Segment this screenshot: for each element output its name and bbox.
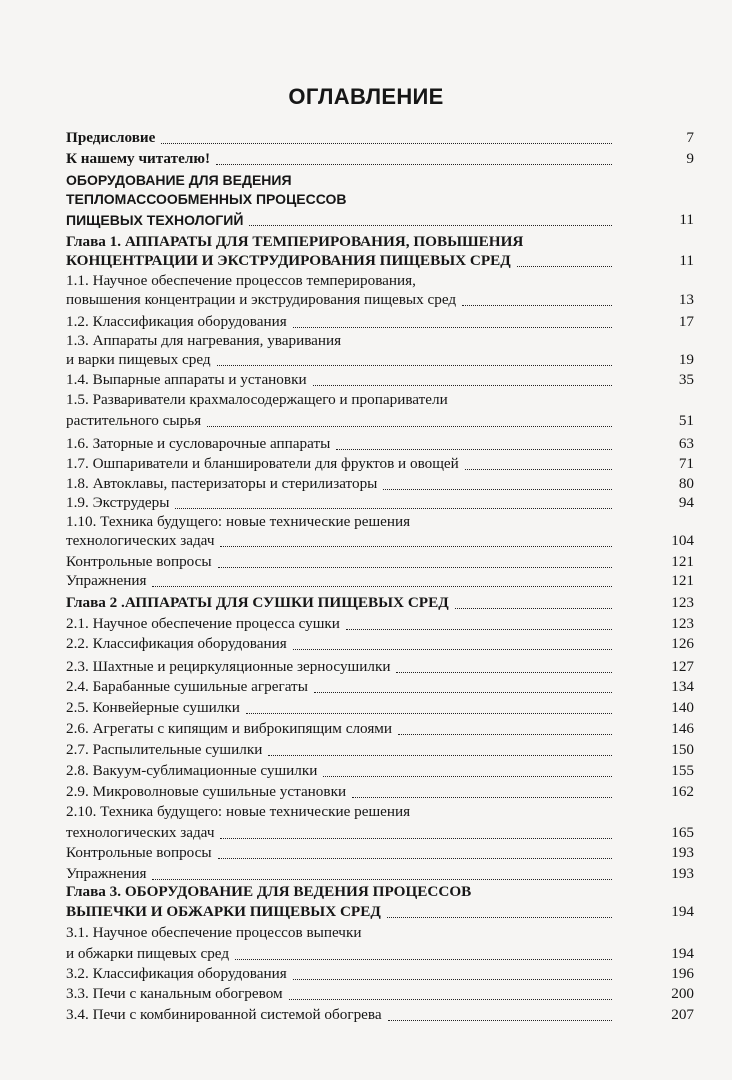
toc-entry-line: Контрольные вопросы	[66, 843, 612, 863]
toc-page-number: 194	[671, 903, 694, 920]
toc-page-number: 150	[671, 741, 694, 758]
toc-entry-line-continued: 1.5. Развариватели крахмалосодержащего и пропариватели	[66, 391, 448, 408]
toc-page-number: 200	[671, 985, 694, 1002]
toc-entry-line-continued: 1.1. Научное обеспечение процессов темперирования,	[66, 272, 416, 289]
toc-entry-line-continued: ТЕПЛОМАССООБМЕННЫХ ПРОЦЕССОВ	[66, 191, 347, 207]
toc-page-number: 155	[671, 762, 694, 779]
toc-entry-line: и варки пищевых сред	[66, 350, 612, 370]
toc-page-number: 123	[671, 594, 694, 611]
toc-page-number: 80	[678, 475, 694, 492]
toc-entry-line: 2.8. Вакуум-сублимационные сушилки	[66, 761, 612, 781]
toc-page-number: 94	[678, 494, 694, 511]
toc-page-number: 194	[671, 945, 694, 962]
toc-entry-line: Предисловие	[66, 128, 612, 148]
toc-entry-line: 3.4. Печи с комбинированной системой обогрева	[66, 1005, 612, 1025]
toc-page-number: 63	[678, 435, 694, 452]
toc-page-number: 146	[671, 720, 694, 737]
toc-entry-line: ПИЩЕВЫХ ТЕХНОЛОГИЙ	[66, 210, 612, 230]
toc-page-number: 11	[679, 252, 694, 269]
toc-entry-line: 3.3. Печи с канальным обогревом	[66, 984, 612, 1004]
toc-page-number: 121	[671, 572, 694, 589]
toc-page-number: 19	[678, 351, 694, 368]
toc-entry-line: ВЫПЕЧКИ И ОБЖАРКИ ПИЩЕВЫХ СРЕД	[66, 902, 612, 922]
toc-entry-line: 2.2. Классификация оборудования	[66, 634, 612, 654]
toc-entry-line: Упражнения	[66, 864, 612, 884]
toc-page-number: 51	[678, 412, 694, 429]
toc-entry-line-continued: 3.1. Научное обеспечение процессов выпечки	[66, 924, 362, 941]
toc-page-number: 9	[686, 150, 694, 167]
toc-page-number: 127	[671, 658, 694, 675]
toc-page-number: 7	[686, 129, 694, 146]
toc-entry-line: 3.2. Классификация оборудования	[66, 964, 612, 984]
toc-entry-line: 2.6. Агрегаты с кипящим и виброкипящим слоями	[66, 719, 612, 739]
toc-page-number: 134	[671, 678, 694, 695]
toc-entry-line: 1.7. Ошпариватели и бланширователи для фруктов и овощей	[66, 454, 612, 474]
toc-page-number: 196	[671, 965, 694, 982]
toc-entry-line: КОНЦЕНТРАЦИИ И ЭКСТРУДИРОВАНИЯ ПИЩЕВЫХ СРЕД	[66, 251, 612, 271]
toc-entry-line: Контрольные вопросы	[66, 552, 612, 572]
toc-entry-line: 1.2. Классификация оборудования	[66, 312, 612, 332]
toc-entry-line: 1.4. Выпарные аппараты и установки	[66, 370, 612, 390]
toc-page-number: 140	[671, 699, 694, 716]
toc-entry-line: повышения концентрации и экструдирования пищевых сред	[66, 290, 612, 310]
toc-page-number: 11	[679, 211, 694, 228]
toc-entry-line: 2.3. Шахтные и рециркуляционные зерносушилки	[66, 657, 612, 677]
toc-entry-line: Упражнения	[66, 571, 612, 591]
toc-page-number: 193	[671, 844, 694, 861]
toc-entry-line: и обжарки пищевых сред	[66, 944, 612, 964]
toc-entry-line: растительного сырья	[66, 411, 612, 431]
toc-entry-line: 2.7. Распылительные сушилки	[66, 740, 612, 760]
toc-page-number: 13	[678, 291, 694, 308]
toc-entry-line: Глава 2 .АППАРАТЫ ДЛЯ СУШКИ ПИЩЕВЫХ СРЕД	[66, 593, 612, 613]
toc-page-number: 104	[671, 532, 694, 549]
toc-entry-line-continued: 2.10. Техника будущего: новые технические решения	[66, 803, 411, 820]
toc-entry-line: К нашему читателю!	[66, 149, 612, 169]
toc-entry-line: технологических задач	[66, 531, 612, 551]
toc-page-number: 165	[671, 824, 694, 841]
toc-page-number: 71	[678, 455, 694, 472]
toc-page-number: 35	[678, 371, 694, 388]
toc-entry-line: 1.6. Заторные и сусловарочные аппараты	[66, 434, 612, 454]
toc-entry-line: технологических задач	[66, 823, 612, 843]
toc-page-number: 207	[671, 1006, 694, 1023]
toc-page-number: 123	[671, 615, 694, 632]
toc-entry-line-continued: 1.10. Техника будущего: новые технические решения	[66, 513, 411, 530]
toc-page-number: 17	[678, 313, 694, 330]
toc-entry-line: 2.1. Научное обеспечение процесса сушки	[66, 614, 612, 634]
toc-page-number: 126	[671, 635, 694, 652]
toc-entry-line-continued: ОБОРУДОВАНИЕ ДЛЯ ВЕДЕНИЯ	[66, 172, 292, 188]
toc-entry-line: 2.9. Микроволновые сушильные установки	[66, 782, 612, 802]
toc-entry-line: 1.9. Экструдеры	[66, 493, 612, 513]
toc-entry-line: 1.8. Автоклавы, пастеризаторы и стерилизаторы	[66, 474, 612, 494]
toc-entry-line-continued: Глава 3. ОБОРУДОВАНИЕ ДЛЯ ВЕДЕНИЯ ПРОЦЕССОВ	[66, 883, 472, 900]
toc-page-number: 121	[671, 553, 694, 570]
toc-entry-line-continued: 1.3. Аппараты для нагревания, уваривания	[66, 332, 342, 349]
toc-page-number: 193	[671, 865, 694, 882]
toc-page-number: 162	[671, 783, 694, 800]
toc-entry-line-continued: Глава 1. АППАРАТЫ ДЛЯ ТЕМПЕРИРОВАНИЯ, ПОВЫШЕНИЯ	[66, 233, 524, 250]
toc-entry-line: 2.5. Конвейерные сушилки	[66, 698, 612, 718]
page-title: ОГЛАВЛЕНИЕ	[288, 84, 444, 109]
toc-entry-line: 2.4. Барабанные сушильные агрегаты	[66, 677, 612, 697]
